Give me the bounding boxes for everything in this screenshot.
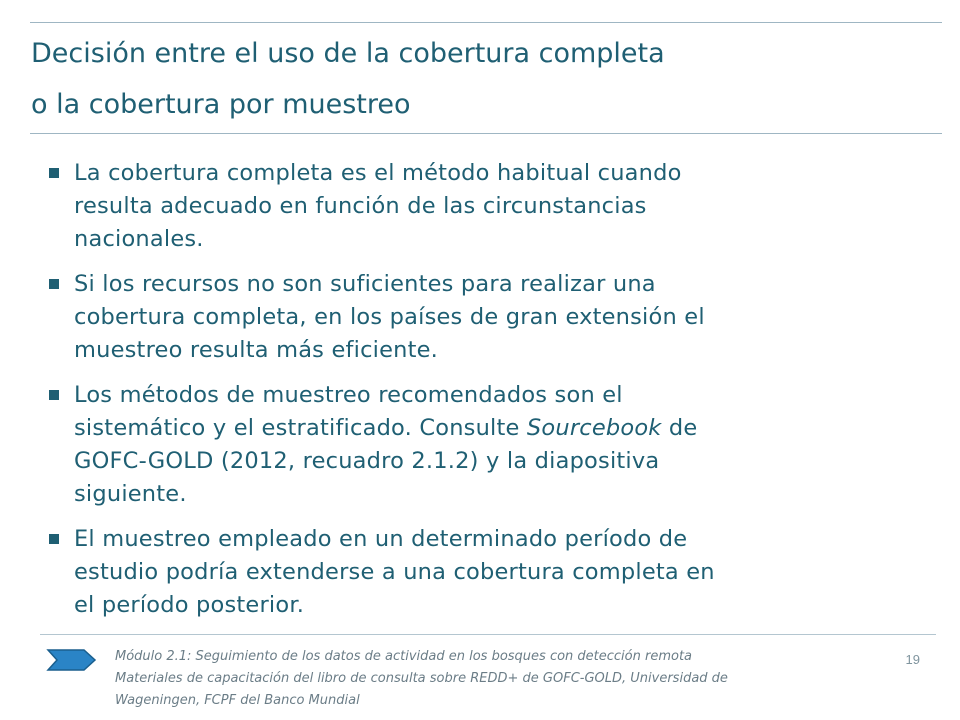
bullet-1-line-3: nacionales. [74,226,204,252]
bullet-2-line-2: cobertura completa, en los países de gran extensión el [74,304,705,330]
bullet-3-line-3: GOFC-GOLD (2012, recuadro 2.1.2) y la diapositiva [74,448,660,474]
chevron-arrow-icon [46,647,98,673]
title-rule [30,133,942,134]
square-bullet-icon [49,390,59,400]
page-number: 19 [905,652,920,667]
title-line-2: o la cobertura por muestreo [31,89,411,120]
title-line-1: Decisión entre el uso de la cobertura completa [31,38,665,69]
bullet-list [48,157,908,634]
footer-line-3: Wageningen, FCPF del Banco Mundial [115,693,360,708]
bullet-2-line-1: Si los recursos no son suficientes para realizar una [74,271,656,297]
bullet-item-1 [48,157,908,256]
bullet-3-line-2-after: de [661,415,698,441]
bullet-item-3 [48,379,908,511]
square-bullet-icon [49,534,59,544]
bullet-text-3 [74,379,908,511]
slide-title [31,28,931,130]
sourcebook-italic: Sourcebook [526,415,662,441]
bullet-1-line-1: La cobertura completa es el método habitual cuando [74,160,682,186]
bullet-3-line-1: Los métodos de muestreo recomendados son el [74,382,623,408]
bullet-text-4 [74,523,908,622]
bullet-3-line-2-before: sistemático y el estratificado. Consulte [74,415,527,441]
bullet-item-4 [48,523,908,622]
bullet-4-line-3: el período posterior. [74,592,305,618]
bullet-item-2 [48,268,908,367]
square-bullet-icon [49,168,59,178]
bullet-3-line-4: siguiente. [74,481,187,507]
square-bullet-icon [49,279,59,289]
top-rule [30,22,942,23]
bullet-2-line-3: muestreo resulta más eficiente. [74,337,439,363]
bullet-1-line-2: resulta adecuado en función de las circunstancias [74,193,647,219]
bullet-4-line-2: estudio podría extenderse a una cobertura completa en [74,559,715,585]
footer-rule [40,634,936,635]
bullet-4-line-1: El muestreo empleado en un determinado período de [74,526,688,552]
footer-line-1: Módulo 2.1: Seguimiento de los datos de actividad en los bosques con detección remota [115,649,693,664]
footer-line-2: Materiales de capacitación del libro de consulta sobre REDD+ de GOFC-GOLD, Universidad de [115,671,728,686]
footer-credits [115,646,835,712]
bullet-text-2 [74,268,908,367]
bullet-text-1 [74,157,908,256]
bullet-3-line-2 [74,412,908,445]
